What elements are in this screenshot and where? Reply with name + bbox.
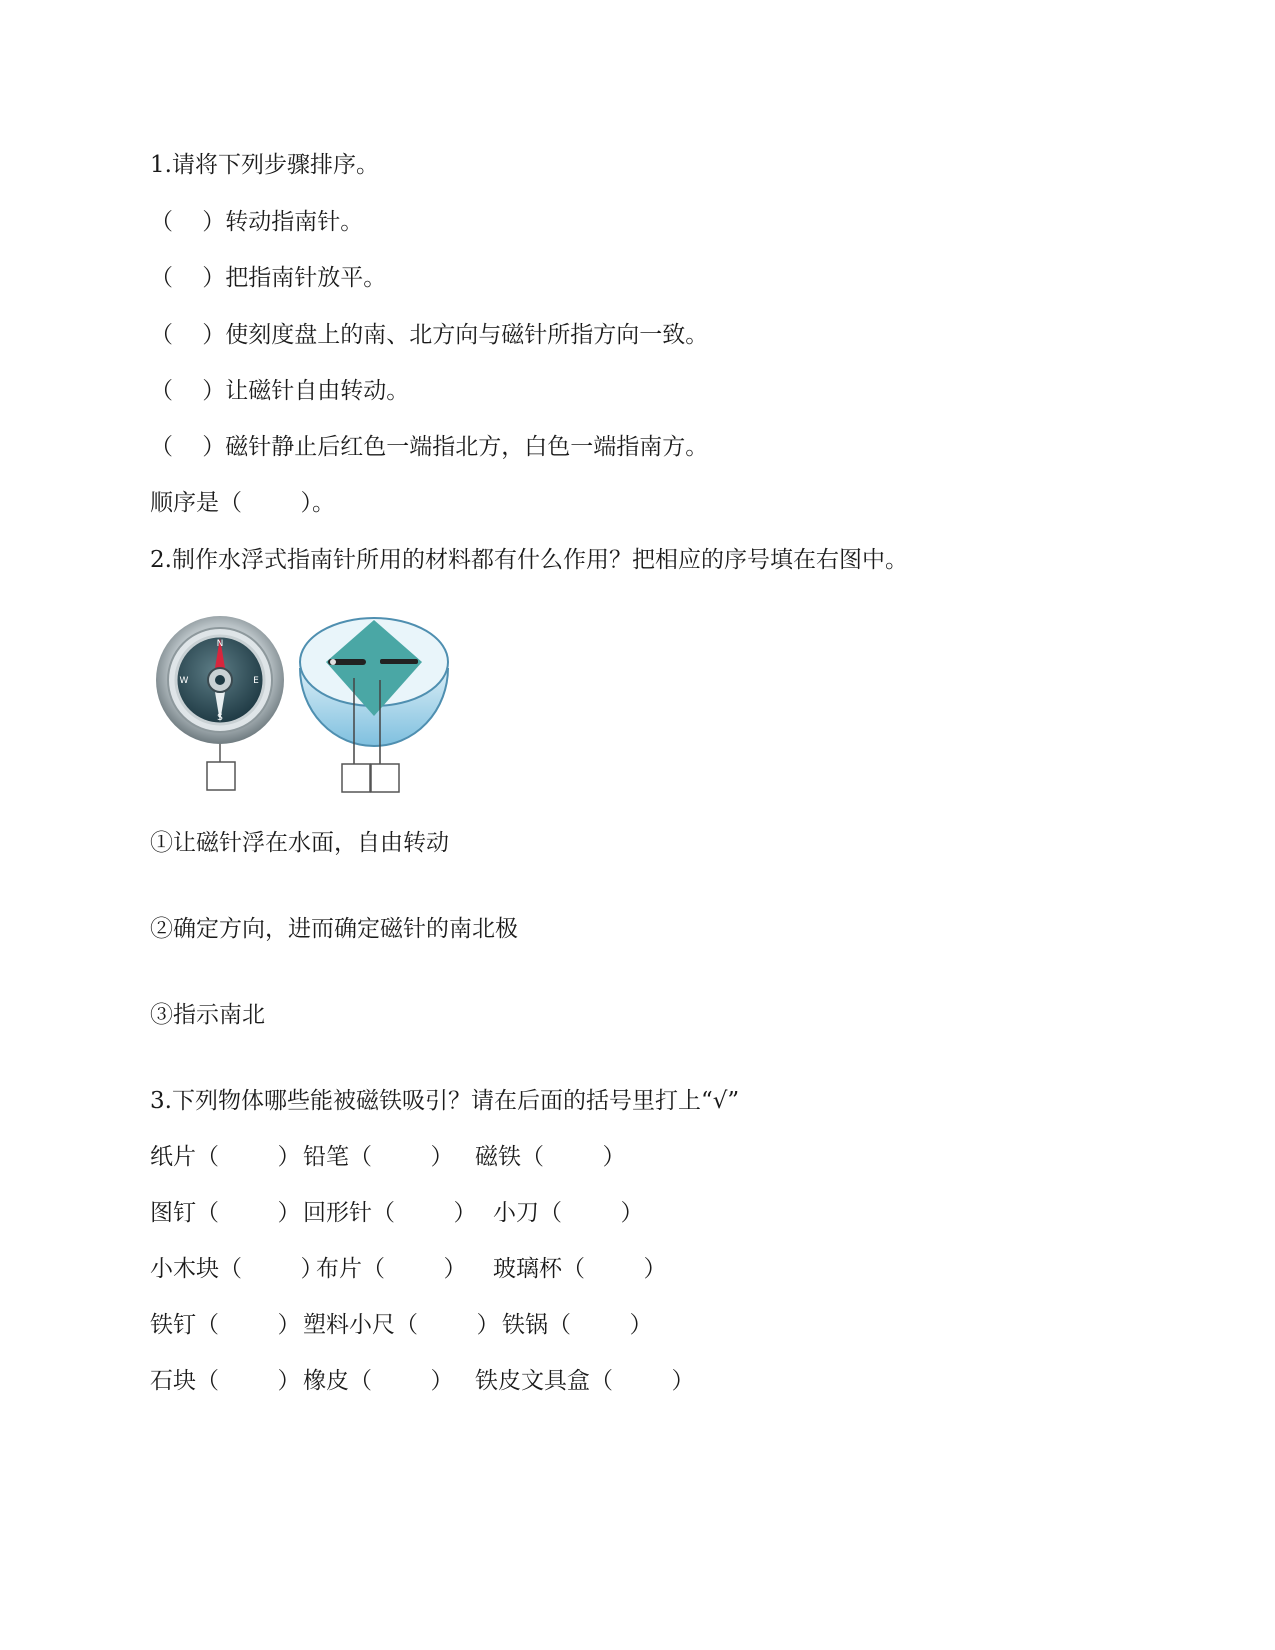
compass-illustration	[150, 616, 480, 806]
q3-item: 铅笔（ ）	[303, 1144, 454, 1170]
water-bowl-icon	[300, 618, 448, 764]
q1-step-5: （ ）磁针静止后红色一端指北方，白色一端指南方。	[150, 434, 709, 460]
q3-item: 回形针（ ）	[303, 1200, 477, 1226]
answer-box-compass[interactable]	[207, 762, 235, 790]
compass-figure	[150, 616, 480, 806]
answer-box-foam[interactable]	[371, 764, 399, 792]
compass-n-label: N	[216, 639, 224, 649]
q3-item: 铁钉（ ）	[150, 1312, 301, 1338]
q1-step-1: （ ）转动指南针。	[150, 209, 364, 235]
q3-title: 3.下列物体哪些能被磁铁吸引？请在后面的括号里打上“√”	[150, 1088, 740, 1114]
q3-item: 铁皮文具盒（ ）	[475, 1368, 695, 1394]
q3-item: 铁锅（ ）	[502, 1312, 653, 1338]
q2-option-3: ③指示南北	[150, 1002, 265, 1028]
q1-title: 1.请将下列步骤排序。	[150, 152, 379, 178]
q3-row	[150, 1366, 695, 1486]
q3-item: 塑料小尺（ ）	[303, 1312, 500, 1338]
q1-step-2: （ ）把指南针放平。	[150, 265, 387, 291]
answer-box-magnet[interactable]	[342, 764, 370, 792]
compass-w-label: W	[179, 676, 189, 686]
compass-e-label: E	[253, 676, 259, 686]
q3-item: 图钉（ ）	[150, 1200, 301, 1226]
q3-item: 小刀（ ）	[493, 1200, 644, 1226]
q1-step-4: （ ）让磁针自由转动。	[150, 378, 410, 404]
q2-title: 2.制作水浮式指南针所用的材料都有什么作用？把相应的序号填在右图中。	[150, 547, 908, 573]
q3-item: 橡皮（ ）	[303, 1368, 454, 1394]
q3-item: 纸片（ ）	[150, 1144, 301, 1170]
q1-step-3: （ ）使刻度盘上的南、北方向与磁针所指方向一致。	[150, 322, 709, 348]
q3-item: 石块（ ）	[150, 1368, 301, 1394]
q2-option-1: ①让磁针浮在水面，自由转动	[150, 830, 449, 856]
q2-option-2: ②确定方向，进而确定磁针的南北极	[150, 916, 518, 942]
q1-order-line: 顺序是（ ）。	[150, 490, 335, 516]
q3-item: 玻璃杯（ ）	[493, 1256, 667, 1282]
compass-icon	[156, 616, 284, 762]
q3-item: 布片（ ）	[316, 1256, 467, 1282]
compass-s-label: S	[217, 713, 223, 723]
q3-item: 磁铁（ ）	[475, 1144, 626, 1170]
q3-item: 小木块（ ）	[150, 1256, 324, 1282]
